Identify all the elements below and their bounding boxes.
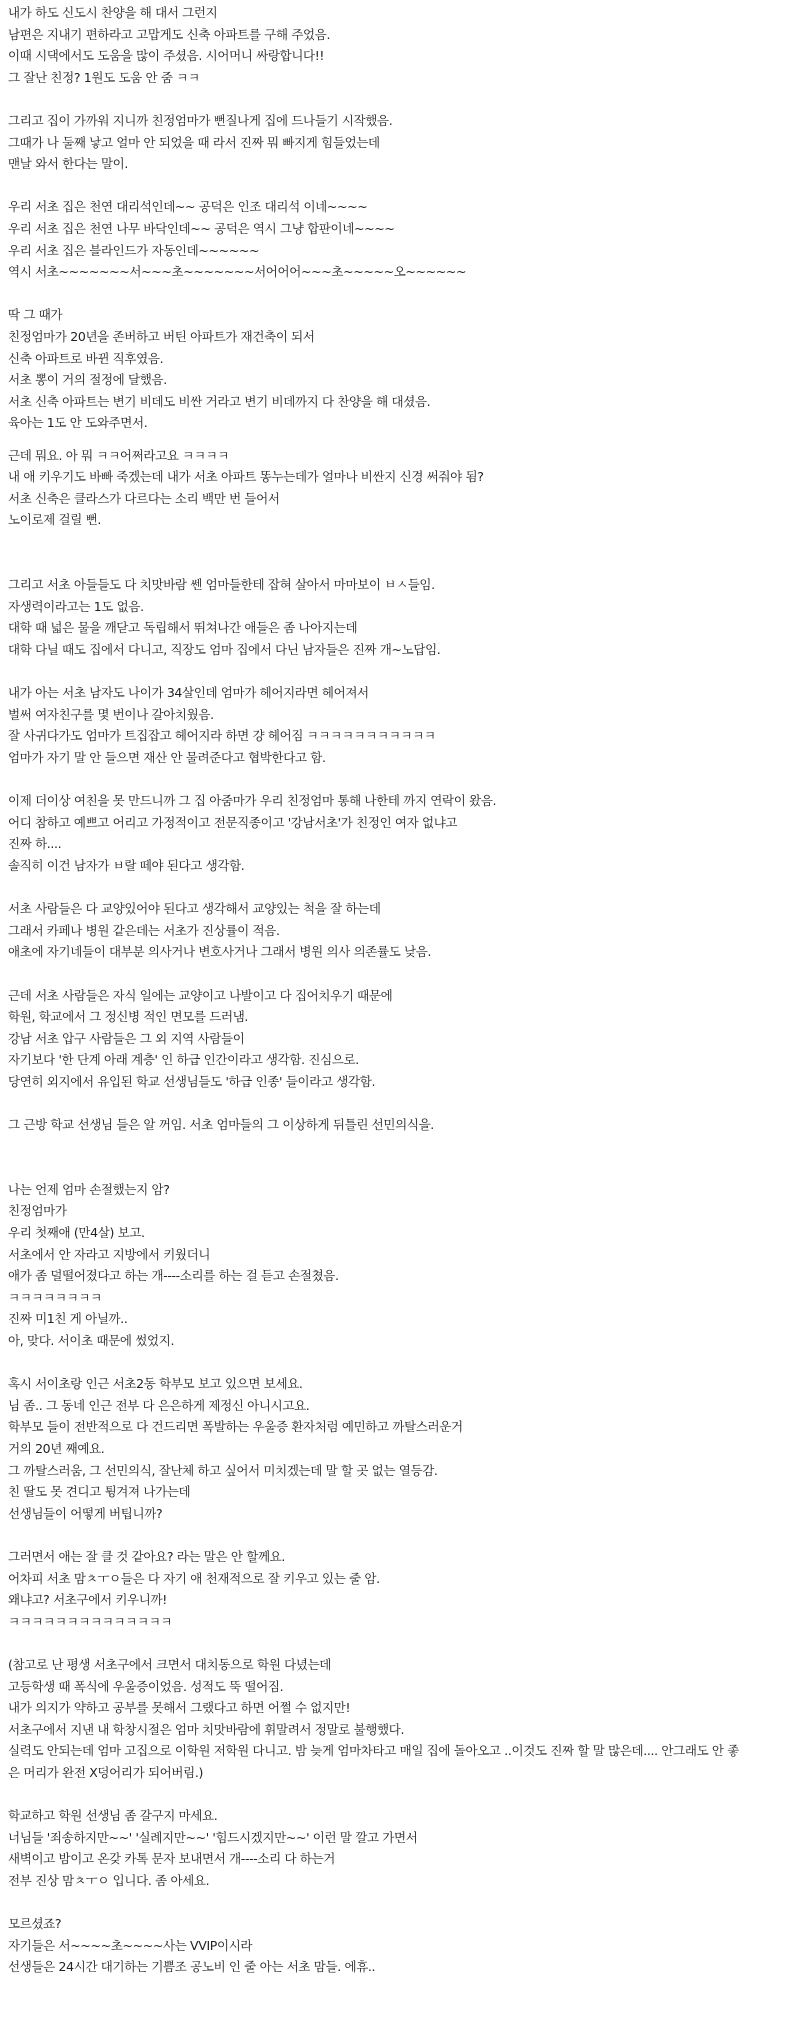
paragraph-gap: [8, 1632, 792, 1654]
text-line: 애가 좀 덜떨어졌다고 하는 개----소리를 하는 걸 듣고 손절쳤음.: [8, 1268, 339, 1284]
text-line: 은 머리가 완전 X덩어리가 되어버림.): [8, 1764, 204, 1780]
text-line: 대학 다닐 때도 집에서 다니고, 직장도 엄마 집에서 다닌 남자들은 진짜 개~노답임.: [8, 642, 441, 658]
text-line: 전부 진상 맘ㅊㅜㅇ 입니다. 좀 아세요.: [8, 1872, 210, 1888]
paragraph: [8, 1373, 792, 1524]
text-line: 선생님들이 어떻게 버팁니까?: [8, 1505, 163, 1521]
text-line: 역시 서초~~~~~~~서~~~초~~~~~~~서어어어~~~초~~~~~오~~~~~~: [8, 264, 467, 280]
text-line: 왜냐고? 서초구에서 키우니까!: [8, 1592, 167, 1608]
text-line: 내가 아는 서초 남자도 나이가 34살인데 엄마가 헤어지라면 헤어져서: [8, 685, 369, 701]
text-line: 우리 서초 집은 블라인드가 자동인데~~~~~~: [8, 242, 260, 258]
text-line: 근데 뭐요. 아 뭐 ㅋㅋ어쩌라고요 ㅋㅋㅋㅋ: [8, 447, 230, 463]
text-line: 서초 신축 아파트는 변기 비데도 비싼 거라고 변기 비데까지 다 찬양을 해 대셨음.: [8, 393, 431, 409]
paragraph: [8, 2, 792, 88]
text-line: 그 까탈스러움, 그 선민의식, 잘난체 하고 싶어서 미치겠는데 말 할 곳 없는 열등감.: [8, 1462, 438, 1478]
text-line: 엄마가 자기 말 안 들으면 재산 안 물려준다고 협박한다고 함.: [8, 749, 326, 765]
text-line: 혹시 서이초랑 인근 서초2동 학부모 보고 있으면 보세요.: [8, 1376, 303, 1392]
paragraph-gap: [8, 1783, 792, 1805]
text-line: 그 잘난 친정? 1원도 도움 안 줌 ㅋㅋ: [8, 69, 200, 85]
text-line: 내 애 키우기도 바빠 죽겠는데 내가 서초 아파트 똥누는데가 얼마나 비싼지 신경 써줘야 됨?: [8, 469, 484, 485]
paragraph-gap: [8, 434, 792, 445]
text-line: 학교하고 학원 선생님 좀 갈구지 마세요.: [8, 1808, 218, 1824]
text-line: 내가 하도 신도시 찬양을 해 대서 그런지: [8, 5, 218, 20]
paragraph: [8, 1179, 792, 1352]
text-line: 자생력이라고는 1도 없음.: [8, 598, 144, 614]
text-line: 님 좀.. 그 동네 인근 전부 다 은은하게 제정신 아니시고요.: [8, 1397, 310, 1413]
text-line: 서초 사람들은 다 교양있어야 된다고 생각해서 교양있는 척을 잘 하는데: [8, 901, 381, 917]
paragraph: [8, 110, 792, 175]
text-line: 그리고 집이 가까워 지니까 친정엄마가 뻔질나게 집에 드나들기 시작했음.: [8, 112, 393, 128]
paragraph-gap: [8, 175, 792, 197]
text-line: 학원, 학교에서 그 정신병 적인 면모를 드러냄.: [8, 1009, 249, 1025]
text-line: 이때 시댁에서도 도움을 많이 주셨음. 시어머니 싸랑합니다!!: [8, 48, 325, 64]
text-line: 그래서 카페나 병원 같은데는 서초가 진상률이 적음.: [8, 922, 280, 938]
text-line: 진짜 하....: [8, 836, 62, 852]
paragraph-gap: [8, 963, 792, 985]
text-line: 우리 서초 집은 천연 대리석인데~~ 공덕은 인조 대리석 이네~~~~: [8, 199, 368, 215]
text-line: 신축 아파트로 바뀐 직후였음.: [8, 350, 164, 366]
text-line: 나는 언제 엄마 손절했는지 암?: [8, 1181, 170, 1197]
paragraph: [8, 1913, 792, 1978]
text-line: 근데 서초 사람들은 자식 일에는 교양이고 나발이고 다 집어치우기 때문에: [8, 987, 393, 1003]
text-line: 그러면서 애는 잘 클 것 같아요? 라는 말은 안 할께요.: [8, 1548, 286, 1564]
text-line: 새벽이고 밤이고 온갖 카톡 문자 보내면서 개----소리 다 하는거: [8, 1851, 336, 1867]
paragraph-gap: [8, 283, 792, 305]
text-line: 학부모 들이 전반적으로 다 건드리면 폭발하는 우울증 환자처럼 예민하고 까탈스러운거: [8, 1419, 463, 1435]
text-line: 자기들은 서~~~~초~~~~사는 VVIP이시라: [8, 1937, 253, 1953]
text-line: 육아는 1도 안 도와주면서.: [8, 415, 148, 431]
paragraph-gap: [8, 661, 792, 683]
text-line: 아, 맞다. 서이초 때문에 썼었지.: [8, 1333, 175, 1349]
paragraph-gap: [8, 877, 792, 899]
text-line: 서초 뽕이 거의 절정에 달했음.: [8, 372, 167, 388]
paragraph: [8, 304, 792, 434]
text-line: ㅋㅋㅋㅋㅋㅋㅋㅋ: [8, 1289, 102, 1305]
text-line: 맨날 와서 한다는 말이.: [8, 156, 129, 172]
paragraph: [8, 1805, 792, 1891]
paragraph-gap: [8, 1092, 792, 1114]
text-line: 실력도 안되는데 엄마 고집으로 이학원 저학원 다니고. 밤 늦게 엄마차타고 매일 집에 돌아오고 ..이것도 진짜 할 말 많은데.... 안그래도 안 좋: [8, 1743, 739, 1759]
paragraph-gap: [8, 1136, 792, 1179]
paragraph: [8, 1654, 792, 1784]
text-line: (참고로 난 평생 서초구에서 크면서 대치동으로 학원 다녔는데: [8, 1656, 332, 1672]
text-line: 그리고 서초 아들들도 다 치맛바람 쎈 엄마들한테 잡혀 살아서 마마보이 ㅂㅅ들임.: [8, 577, 435, 593]
text-line: 어디 참하고 예쁘고 어리고 가정적이고 전문직종이고 '강남서초'가 친정인 여자 없냐고: [8, 814, 458, 830]
paragraph-gap: [8, 1524, 792, 1546]
paragraph: [8, 898, 792, 963]
text-line: 거의 20년 째예요.: [8, 1440, 105, 1456]
text-line: 강남 서초 압구 사람들은 그 외 지역 사람들이: [8, 1030, 245, 1046]
text-line: 딱 그 때가: [8, 307, 63, 323]
text-line: 노이로제 걸릴 뻔.: [8, 512, 101, 528]
paragraph-gap: [8, 1352, 792, 1374]
text-line: 서초구에서 지낸 내 학창시절은 엄마 치맛바람에 휘말려서 정말로 불행했다.: [8, 1721, 405, 1737]
text-line: 벌써 여자친구를 몇 번이나 갈아치웠음.: [8, 706, 214, 722]
text-line: 너님들 '죄송하지만~~' '실례지만~~' '힘드시겠지만~~' 이런 말 깔고 가면서: [8, 1829, 418, 1845]
text-line: 그때가 나 둘째 낳고 얼마 안 되었을 때 라서 진짜 뭐 빠지게 힘들었는데: [8, 134, 380, 150]
text-line: 친정엄마가 20년을 존버하고 버틴 아파트가 재건축이 되서: [8, 328, 315, 344]
text-line: 우리 서초 집은 천연 나무 바닥인데~~ 공덕은 역시 그냥 합판이네~~~~: [8, 220, 395, 236]
text-line: 당연히 외지에서 유입된 학교 선생님들도 '하급 인종' 들이라고 생각함.: [8, 1073, 376, 1089]
paragraph: [8, 682, 792, 768]
text-line: 애초에 자기네들이 대부분 의사거나 변호사거나 그래서 병원 의사 의존률도 낮음.: [8, 944, 432, 960]
text-line: 고등학생 때 폭식에 우울증이었음. 성적도 뚝 떨어짐.: [8, 1678, 284, 1694]
paragraph-gap: [8, 88, 792, 110]
post-body: [8, 2, 792, 1978]
paragraph: [8, 985, 792, 1093]
text-line: 모르셨죠?: [8, 1916, 62, 1932]
paragraph-gap: [8, 769, 792, 791]
text-line: 대학 때 넓은 물을 깨닫고 독립해서 뛰쳐나간 애들은 좀 나아지는데: [8, 620, 358, 636]
text-line: 이제 더이상 여친을 못 만드니까 그 집 아줌마가 우리 친정엄마 통해 나한테 까지 연락이 왔음.: [8, 793, 497, 809]
paragraph: [8, 445, 792, 531]
text-line: 우리 첫째애 (만4살) 보고.: [8, 1225, 145, 1241]
text-line: 솔직히 이건 남자가 ㅂ랄 떼야 된다고 생각함.: [8, 857, 245, 873]
paragraph-gap: [8, 1891, 792, 1913]
text-line: 서초 신축은 클라스가 다르다는 소리 백만 번 들어서: [8, 490, 280, 506]
text-line: 잘 사귀다가도 엄마가 트집잡고 헤어지라 하면 걍 헤어짐 ㅋㅋㅋㅋㅋㅋㅋㅋㅋㅋㅋ: [8, 728, 436, 744]
paragraph: [8, 1114, 792, 1136]
text-line: 친정엄마가: [8, 1203, 67, 1219]
paragraph: [8, 574, 792, 660]
text-line: 내가 의지가 약하고 공부를 못해서 그랬다고 하면 어쩔 수 없지만!: [8, 1700, 351, 1716]
text-line: 친 딸도 못 견디고 튕겨져 나가는데: [8, 1484, 191, 1500]
text-line: 선생들은 24시간 대기하는 기쁨조 공노비 인 줄 아는 서초 맘들. 에휴..: [8, 1959, 376, 1975]
text-line: 진짜 미1친 게 아닐까..: [8, 1311, 128, 1327]
text-line: 남편은 지내기 편하라고 고맙게도 신축 아파트를 구해 주었음.: [8, 26, 331, 42]
text-line: 자기보다 '한 단계 아래 계층' 인 하급 인간이라고 생각함. 진심으로.: [8, 1052, 359, 1068]
text-line: 서초에서 안 자라고 지방에서 키웠더니: [8, 1246, 211, 1262]
paragraph: [8, 1546, 792, 1632]
paragraph-gap: [8, 531, 792, 574]
text-line: 어차피 서초 맘ㅊㅜㅇ들은 다 자기 애 천재적으로 잘 키우고 있는 줄 암.: [8, 1570, 380, 1586]
text-line: ㅋㅋㅋㅋㅋㅋㅋㅋㅋㅋㅋㅋㅋㅋ: [8, 1613, 173, 1629]
text-line: 그 근방 학교 선생님 들은 알 꺼임. 서초 엄마들의 그 이상하게 뒤틀린 선민의식을.: [8, 1117, 434, 1133]
paragraph: [8, 790, 792, 876]
paragraph: [8, 196, 792, 282]
